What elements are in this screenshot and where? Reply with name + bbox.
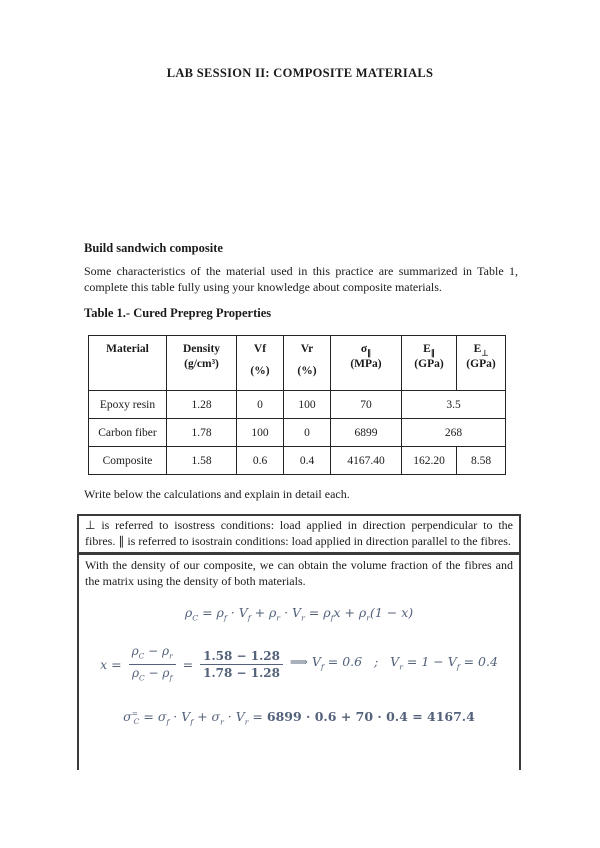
cell-sigma: 70	[331, 391, 402, 419]
fraction-numerator: $\rho_C - \rho_r$	[129, 644, 176, 665]
col-header-density: Density (g/cm³)	[167, 336, 237, 391]
properties-table	[88, 335, 506, 475]
document-title: LAB SESSION II: COMPOSITE MATERIALS	[166, 66, 434, 80]
fraction-numerator: 1.58 − 1.28	[200, 649, 283, 665]
calc-paragraph-line-1: With the density of our composite, we can obtain the volume fraction of the fibres and	[85, 558, 513, 572]
table-row-composite	[89, 447, 506, 475]
equation-composite-strength	[85, 706, 513, 730]
cell-vf: 0	[237, 391, 284, 419]
note-line-2: fibres. ∥ is referred to isostrain conditions: load applied in direction parallel to the fibres.	[85, 533, 511, 548]
col-header-e-perpendicular: $E_\perp$ (GPa)	[457, 336, 506, 391]
fraction-denominator: 1.78 − 1.28	[203, 666, 280, 681]
col-header-vf: Vf (%)	[237, 336, 284, 391]
equals-sign: =	[182, 657, 194, 673]
cell-vr: 0	[284, 419, 331, 447]
cell-density: 1.28	[167, 391, 237, 419]
cell-material: Carbon fiber	[89, 419, 167, 447]
cell-vr: 100	[284, 391, 331, 419]
fraction-numeric	[200, 649, 283, 680]
note-line-1: ⊥ is referred to isostress conditions: load applied in direction perpendicular to the	[85, 518, 513, 532]
cell-density: 1.78	[167, 419, 237, 447]
cell-sigma: 4167.40	[331, 447, 402, 475]
col-header-material: Material	[89, 336, 167, 391]
cell-vf: 100	[237, 419, 284, 447]
table-row-carbon-fiber	[89, 419, 506, 447]
calculations-box	[77, 552, 521, 770]
fraction-symbolic	[129, 644, 176, 686]
section-heading: Build sandwich composite	[84, 241, 223, 255]
cell-e-parallel: 162.20	[402, 447, 457, 475]
cell-sigma: 6899	[331, 419, 402, 447]
calc-paragraph-line-2: the matrix using the density of both materials.	[85, 573, 306, 588]
cell-material: Composite	[89, 447, 167, 475]
equation-volume-fraction	[85, 644, 513, 686]
fraction-denominator: $\rho_C - \rho_f$	[131, 666, 173, 683]
calculations-prompt: Write below the calculations and explain in detail each.	[84, 487, 350, 501]
table-row-epoxy-resin	[89, 391, 506, 419]
equation-result: 6899 · 0.6 + 70 · 0.4 = 4167.4	[266, 708, 475, 724]
intro-paragraph	[84, 263, 518, 295]
cell-density: 1.58	[167, 447, 237, 475]
cell-material: Epoxy resin	[89, 391, 167, 419]
equation-result: ⟹ $V_f = 0.6$ ; $V_r = 1 - V_f = 0.4$	[290, 654, 498, 672]
cell-vf: 0.6	[237, 447, 284, 475]
intro-paragraph-line-1: Some characteristics of the material used in this practice are summarized in Table 1,	[84, 264, 518, 278]
table-caption: Table 1.- Cured Prepreg Properties	[84, 306, 272, 320]
col-header-vr: Vr (%)	[284, 336, 331, 391]
intro-paragraph-line-2: complete this table fully using your knowledge about composite materials.	[84, 280, 442, 294]
col-header-e-parallel: $E_\parallel$ (GPa)	[402, 336, 457, 391]
cell-vr: 0.4	[284, 447, 331, 475]
cell-e-merged: 268	[402, 419, 506, 447]
table-header-row	[89, 336, 506, 391]
equation-lhs: $\sigma^=_C = \sigma_f \cdot V_f + \sigma_r \cdot V_r$ =	[123, 708, 267, 727]
col-header-sigma-parallel: $\sigma_\parallel$ (MPa)	[331, 336, 402, 391]
equation-lhs: x =	[100, 657, 122, 673]
cell-e-merged: 3.5	[402, 391, 506, 419]
equation-rule-of-mixtures: $\rho_C = \rho_f \cdot V_f + \rho_r \cdot V_r = \rho_fx + \rho_r(1 - x)$	[184, 605, 414, 623]
isostress-note-box	[77, 514, 521, 555]
cell-e-perpendicular: 8.58	[457, 447, 506, 475]
